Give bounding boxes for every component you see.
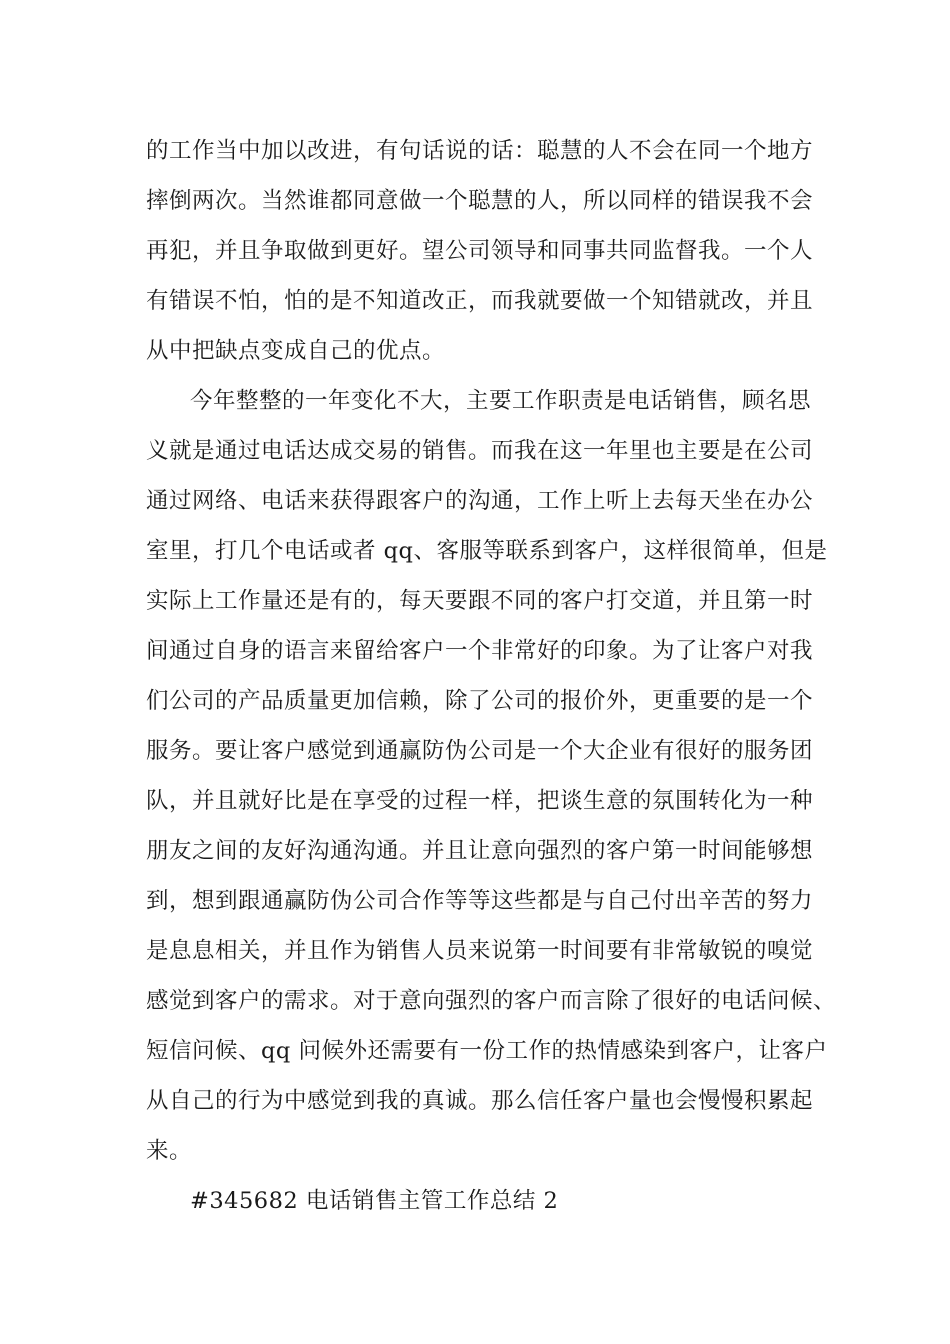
text-line: 是息息相关，并且作为销售人员来说第一时间要有非常敏锐的嗅觉 [146, 938, 814, 964]
text-line: 今年整整的一年变化不大，主要工作职责是电话销售，顾名思 [190, 388, 812, 414]
text-line: 们公司的产品质量更加信赖，除了公司的报价外，更重要的是一个 [146, 688, 814, 714]
text-line: 朋友之间的友好沟通沟通。并且让意向强烈的客户第一时间能够想 [146, 838, 814, 864]
text-line: 从中把缺点变成自己的优点。 [146, 338, 446, 364]
text-line: 来。 [146, 1138, 193, 1164]
text-line: 服务。要让客户感觉到通赢防伪公司是一个大企业有很好的服务团 [146, 738, 814, 764]
text-line: 通过网络、电话来获得跟客户的沟通，工作上听上去每天坐在办公 [146, 488, 814, 514]
section-heading: #345682 电话销售主管工作总结 2 [190, 1188, 559, 1214]
text-line: 的工作当中加以改进，有句话说的话：聪慧的人不会在同一个地方 [146, 138, 814, 164]
text-line: 从自己的行为中感觉到我的真诚。那么信任客户量也会慢慢积累起 [146, 1088, 814, 1114]
text-line: 义就是通过电话达成交易的销售。而我在这一年里也主要是在公司 [146, 438, 814, 464]
text-line: 室里，打几个电话或者 qq、客服等联系到客户，这样很简单，但是 [146, 538, 828, 564]
text-line: 摔倒两次。当然谁都同意做一个聪慧的人，所以同样的错误我不会 [146, 188, 814, 214]
text-line: 短信问候、qq 问候外还需要有一份工作的热情感染到客户，让客户 [146, 1038, 828, 1064]
text-line: 感觉到客户的需求。对于意向强烈的客户而言除了很好的电话问候、 [146, 988, 837, 1014]
text-line: 再犯，并且争取做到更好。望公司领导和同事共同监督我。一个人 [146, 238, 814, 264]
text-line: 间通过自身的语言来留给客户一个非常好的印象。为了让客户对我 [146, 638, 814, 664]
text-line: 有错误不怕，怕的是不知道改正，而我就要做一个知错就改，并且 [146, 288, 814, 314]
text-line: 队，并且就好比是在享受的过程一样，把谈生意的氛围转化为一种 [146, 788, 814, 814]
text-line: 到，想到跟通赢防伪公司合作等等这些都是与自己付出辛苦的努力 [146, 888, 814, 914]
text-line: 实际上工作量还是有的，每天要跟不同的客户打交道，并且第一时 [146, 588, 814, 614]
